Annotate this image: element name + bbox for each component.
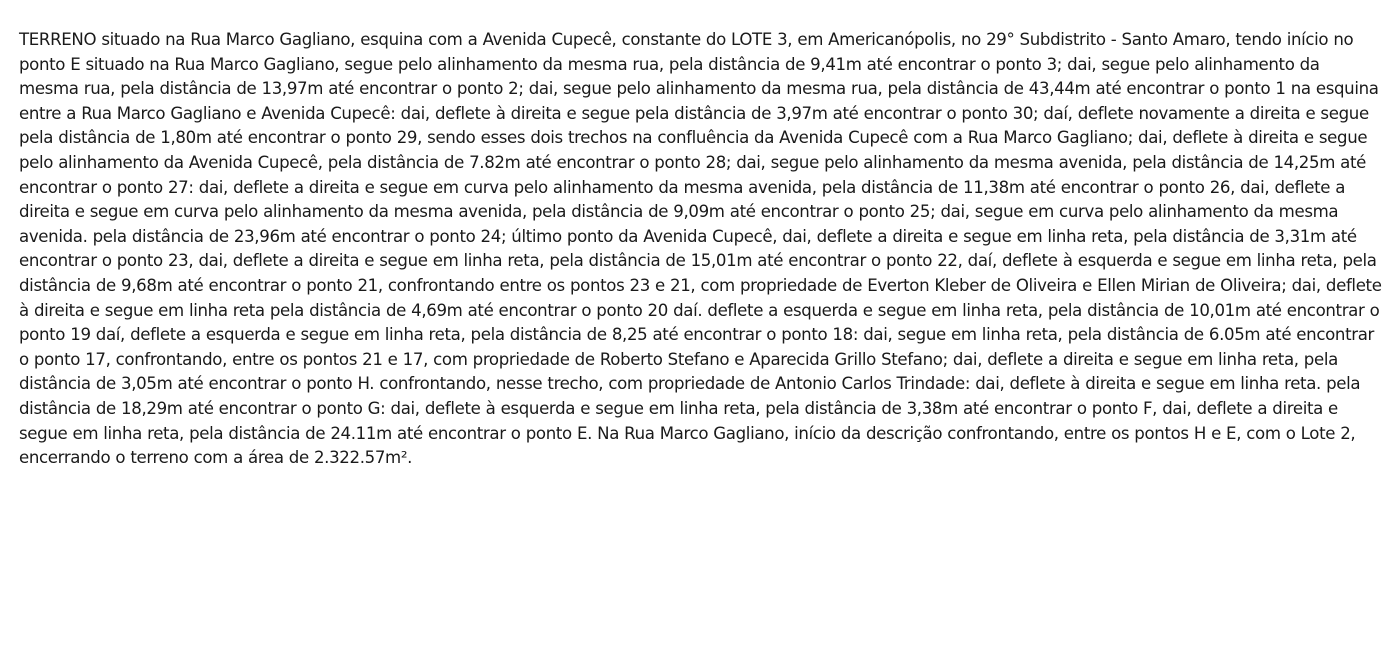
property-description-paragraph: TERRENO situado na Rua Marco Gagliano, esquina com a Avenida Cupecê, constante do LOTE 3, em Americanópolis, no 29° Subdistrito - Santo Amaro, tendo início no ponto E situado na Rua Marco Gagliano, segue pelo alinhamento da mesma rua, pela distância de 9,41m até encontrar o ponto 3; dai, segue pelo alinhamento da mesma rua, pela distância de 13,97m até encontrar o ponto 2; dai, segue pelo alinhamento da mesma rua, pela distância de 43,44m até encontrar o ponto 1 na esquina entre a Rua Marco Gagliano e Avenida Cupecê: dai, deflete à direita e segue pela distância de 3,97m até encontrar o ponto 30; daí, deflete novamente a direita e segue pela distância de 1,80m até encontrar o ponto 29, sendo esses dois trechos na confluência da Avenida Cupecê com a Rua Marco Gagliano; dai, deflete à direita e segue pelo alinhamento da Avenida Cupecê, pela distância de 7.82m até encontrar o ponto 28; dai, segue pelo alinhamento da mesma avenida, pela distância de 14,25m até encontrar o ponto 27: dai, deflete a direita e segue em curva pelo alinhamento da mesma avenida, pela distância de 11,38m até encontrar o ponto 26, dai, deflete a direita e segue em curva pelo alinhamento da mesma avenida, pela distância de 9,09m até encontrar o ponto 25; dai, segue em curva pelo alinhamento da mesma avenida. pela distância de 23,96m até encontrar o ponto 24; último ponto da Avenida Cupecê, dai, deflete a direita e segue em linha reta, pela distância de 3,31m até encontrar o ponto 23, dai, deflete a direita e segue em linha reta, pela distância de 15,01m até encontrar o ponto 22, daí, deflete à esquerda e segue em linha reta, pela distância de 9,68m até encontrar o ponto 21, confrontando entre os pontos 23 e 21, com propriedade de Everton Kleber de Oliveira e Ellen Mirian de Oliveira; dai, deflete à direita e segue em linha reta pela distância de 4,69m até encontrar o ponto 20 daí. deflete a esquerda e segue em linha reta, pela distância de 10,01m até encontrar o ponto 19 daí, deflete a esquerda e segue em linha reta, pela distância de 8,25 até encontrar o ponto 18: dai, segue em linha reta, pela distância de 6.05m até encontrar o ponto 17, confrontando, entre os pontos 21 e 17, com propriedade de Roberto Stefano e Aparecida Grillo Stefano; dai, deflete a direita e segue em linha reta, pela distância de 3,05m até encontrar o ponto H. confrontando, nesse trecho, com propriedade de Antonio Carlos Trindade: dai, deflete à direita e segue em linha reta. pela distância de 18,29m até encontrar o ponto G: dai, deflete à esquerda e segue em linha reta, pela distância de 3,38m até encontrar o ponto F, dai, deflete a direita e segue em linha reta, pela distância de 24.11m até encontrar o ponto E. Na Rua Marco Gagliano, início da descrição confrontando, entre os pontos H e E, com o Lote 2, encerrando o terreno com a área de 2.322.57m². bbox=[19, 30, 1382, 468]
